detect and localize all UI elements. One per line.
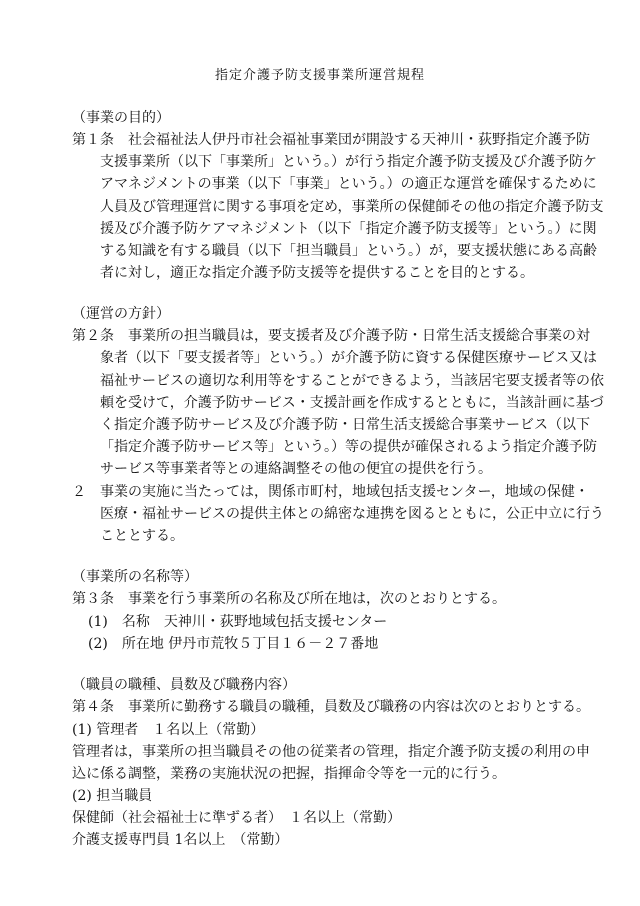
section-heading-office-name: （事業所の名称等） [72, 569, 198, 585]
article-1-line-2: 支援事業所（以下「事業所」という。）が行う指定介護予防支援及び介護予防ケ [100, 154, 597, 170]
article-2-line-2: 象者（以下「要支援者等」という。）が介護予防に資する保健医療サービス又は [100, 350, 597, 366]
article-1-line-4: 人員及び管理運営に関する事項を定め，事業所の保健師その他の指定介護予防支 [100, 199, 604, 215]
article-1-line-5: 援及び介護予防ケアマネジメント（以下「指定介護予防支援等」という。）に関 [100, 221, 597, 237]
article-4-line-1: 第４条 事業所に勤務する職員の職種，員数及び職務の内容は次のとおりとする。 [72, 699, 590, 715]
article-4-public-health-nurse: 保健師（社会福祉士に準ずる者） １名以上（常勤） [72, 810, 401, 826]
article-2-line-3: 福祉サービスの適切な利用等をすることができるよう，当該居宅要支援者等の依 [100, 373, 604, 389]
section-heading-staff: （職員の職種、員数及び職務内容） [72, 677, 296, 693]
section-heading-policy: （運営の方針） [72, 306, 170, 322]
article-2-para-2-line-3: こととする。 [100, 528, 184, 544]
article-4-staff-heading: (2) 担当職員 [72, 788, 153, 804]
section-heading-purpose: （事業の目的） [72, 110, 170, 126]
article-1-line-3: アマネジメントの事業（以下「事業」という。）の適正な運営を確保するために [100, 176, 597, 192]
article-2-line-5: く指定介護予防サービス及び介護予防・日常生活支援総合事業サービス（以下 [100, 417, 590, 433]
article-4-manager: (1) 管理者 １名以上（常勤） [72, 722, 265, 738]
article-1-line-7: 者に対し，適正な指定介護予防支援等を提供することを目的とする。 [100, 265, 534, 281]
document-title: 指定介護予防支援事業所運営規程 [214, 68, 425, 83]
article-2-line-1: 第２条 事業所の担当職員は，要支援者及び介護予防・日常生活支援総合事業の対 [72, 328, 590, 344]
article-2-line-6: 「指定介護予防サービス等」という。）等の提供が確保されるよう指定介護予防 [100, 439, 597, 455]
article-3-line-1: 第３条 事業を行う事業所の名称及び所在地は，次のとおりとする。 [72, 591, 506, 607]
article-3-item-address: (2) 所在地 伊丹市荒牧５丁目１６－２７番地 [88, 636, 379, 652]
article-2-para-2-line-1: ２ 事業の実施に当たっては，関係市町村，地域包括支援センター，地域の保健・ [72, 484, 589, 500]
article-2-para-2-line-2: 医療・福祉サービスの提供主体との綿密な連携を図るとともに，公正中立に行う [100, 506, 604, 522]
article-4-care-manager: 介護支援専門員 1名以上 （常勤） [72, 832, 289, 848]
article-2-line-7: サービス等事業者等との連絡調整その他の便宜の提供を行う。 [100, 461, 492, 477]
article-1-line-6: する知識を有する職員（以下「担当職員」という。）が，要支援状態にある高齢 [100, 243, 597, 259]
article-4-manager-duty-line-1: 管理者は，事業所の担当職員その他の従業者の管理，指定介護予防支援の利用の申 [72, 744, 590, 760]
article-3-item-name: (1) 名称 天神川・荻野地域包括支援センター [88, 614, 388, 630]
article-1-line-1: 第１条 社会福祉法人伊丹市社会福祉事業団が開設する天神川・荻野指定介護予防 [72, 132, 590, 148]
article-2-line-4: 頼を受けて，介護予防サービス・支援計画を作成するとともに，当該計画に基づ [100, 395, 604, 411]
article-4-manager-duty-line-2: 込に係る調整，業務の実施状況の把握，指揮命令等を一元的に行う。 [72, 766, 506, 782]
